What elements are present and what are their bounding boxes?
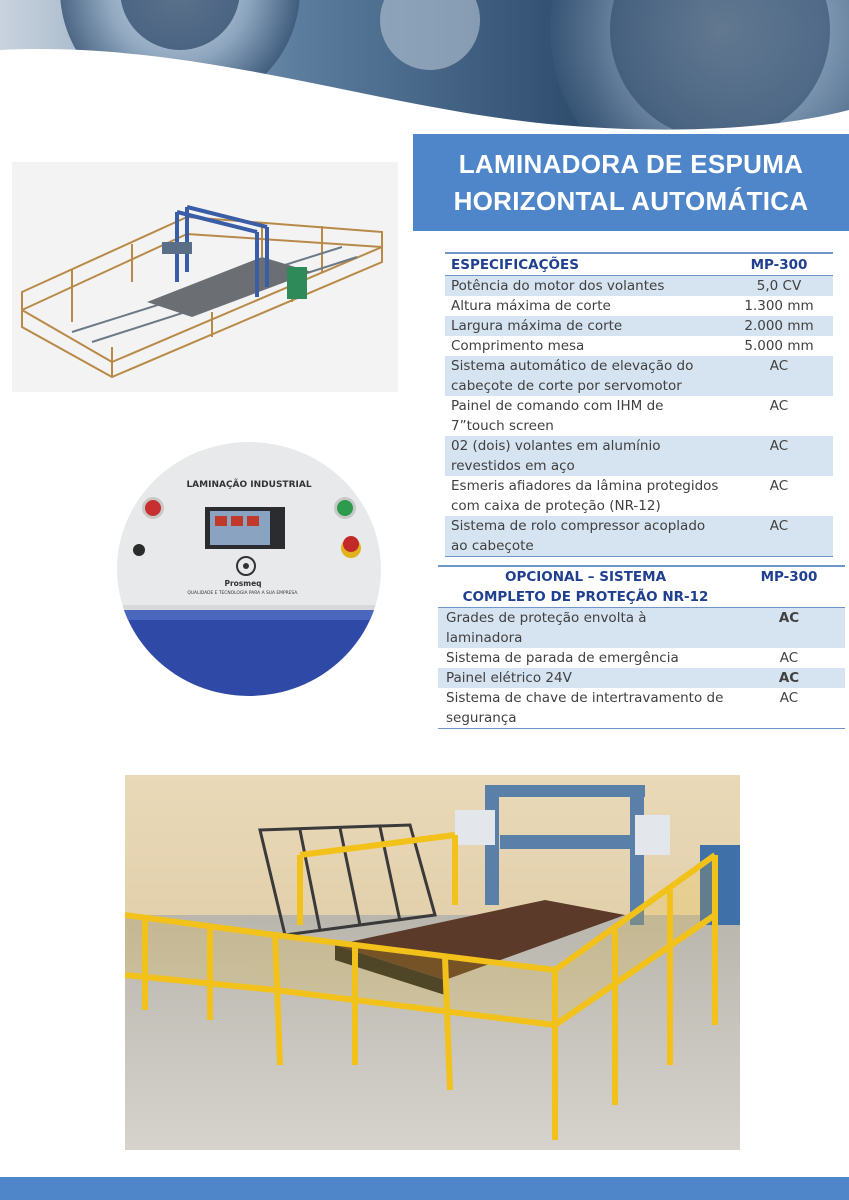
table-row <box>438 608 845 649</box>
spec-value: AC <box>725 436 833 476</box>
gear-banner-image <box>0 0 849 135</box>
optional-value: AC <box>779 650 799 666</box>
optional-header-line-1: OPCIONAL – SISTEMA <box>504 569 667 585</box>
optional-value: AC <box>733 688 845 729</box>
optional-table <box>438 565 845 729</box>
spec-value: 5.000 mm <box>744 338 814 354</box>
spec-value: AC <box>769 398 789 414</box>
table-row <box>445 356 833 396</box>
spec-header-model: MP-300 <box>725 253 833 276</box>
spec-label: Sistema de rolo compressor acoplado ao cabeçote <box>445 516 725 557</box>
optional-value: AC <box>733 668 845 688</box>
optional-header-line-2: COMPLETO DE PROTEÇÃO NR-12 <box>462 589 709 605</box>
spec-value: 1.300 mm <box>744 298 814 314</box>
spec-label: Potência do motor dos volantes <box>445 276 725 297</box>
table-row <box>445 476 833 516</box>
optional-label: Painel elétrico 24V <box>438 668 733 688</box>
machine-render-image <box>12 162 398 392</box>
spec-value: AC <box>769 478 789 494</box>
spec-value: 5,0 CV <box>725 276 833 297</box>
spec-label: Largura máxima de corte <box>445 316 725 336</box>
installed-machine-photo <box>125 775 740 1150</box>
optional-header-model: MP-300 <box>733 566 845 608</box>
control-panel-image <box>115 440 383 698</box>
table-row <box>438 648 845 668</box>
spec-label: Sistema automático de elevação do cabeçote de corte por servomotor <box>445 356 725 396</box>
panel-heading: LAMINAÇÃO INDUSTRIAL <box>186 480 312 490</box>
table-row <box>445 336 833 356</box>
panel-tagline: QUALIDADE E TECNOLOGIA PARA A SUA EMPRESA. <box>187 591 299 596</box>
title-line-2: HORIZONTAL AUTOMÁTICA <box>453 185 809 216</box>
table-row <box>445 296 833 316</box>
optional-label: Sistema de parada de emergência <box>446 650 679 666</box>
spec-label: Esmeris afiadores da lâmina protegidos com caixa de proteção (NR-12) <box>451 478 719 514</box>
spec-label: Altura máxima de corte <box>451 298 611 314</box>
spec-label: Painel de comando com IHM de 7”touch screen <box>451 398 664 434</box>
title-line-1: LAMINADORA DE ESPUMA <box>458 148 804 179</box>
table-row <box>445 436 833 476</box>
table-row <box>445 276 833 297</box>
spec-value: 2.000 mm <box>725 316 833 336</box>
specifications-table <box>445 252 833 557</box>
table-row <box>445 316 833 336</box>
page-title <box>413 134 849 231</box>
table-row <box>438 668 845 688</box>
spec-value: AC <box>725 516 833 557</box>
spec-label: 02 (dois) volantes em alumínio revestidos em aço <box>445 436 725 476</box>
optional-value: AC <box>733 608 845 649</box>
optional-label: Sistema de chave de intertravamento de segurança <box>438 688 733 729</box>
table-row <box>438 688 845 729</box>
optional-label: Grades de proteção envolta à laminadora <box>438 608 733 649</box>
table-row <box>445 396 833 436</box>
header-banner <box>0 0 849 135</box>
table-row <box>445 516 833 557</box>
spec-label: Comprimento mesa <box>451 338 585 354</box>
optional-header-label <box>438 566 733 608</box>
panel-brand: Prosmeq <box>224 579 262 588</box>
spec-header-label: ESPECIFICAÇÕES <box>445 253 725 276</box>
spec-value: AC <box>725 356 833 396</box>
footer-bar <box>0 1177 849 1200</box>
